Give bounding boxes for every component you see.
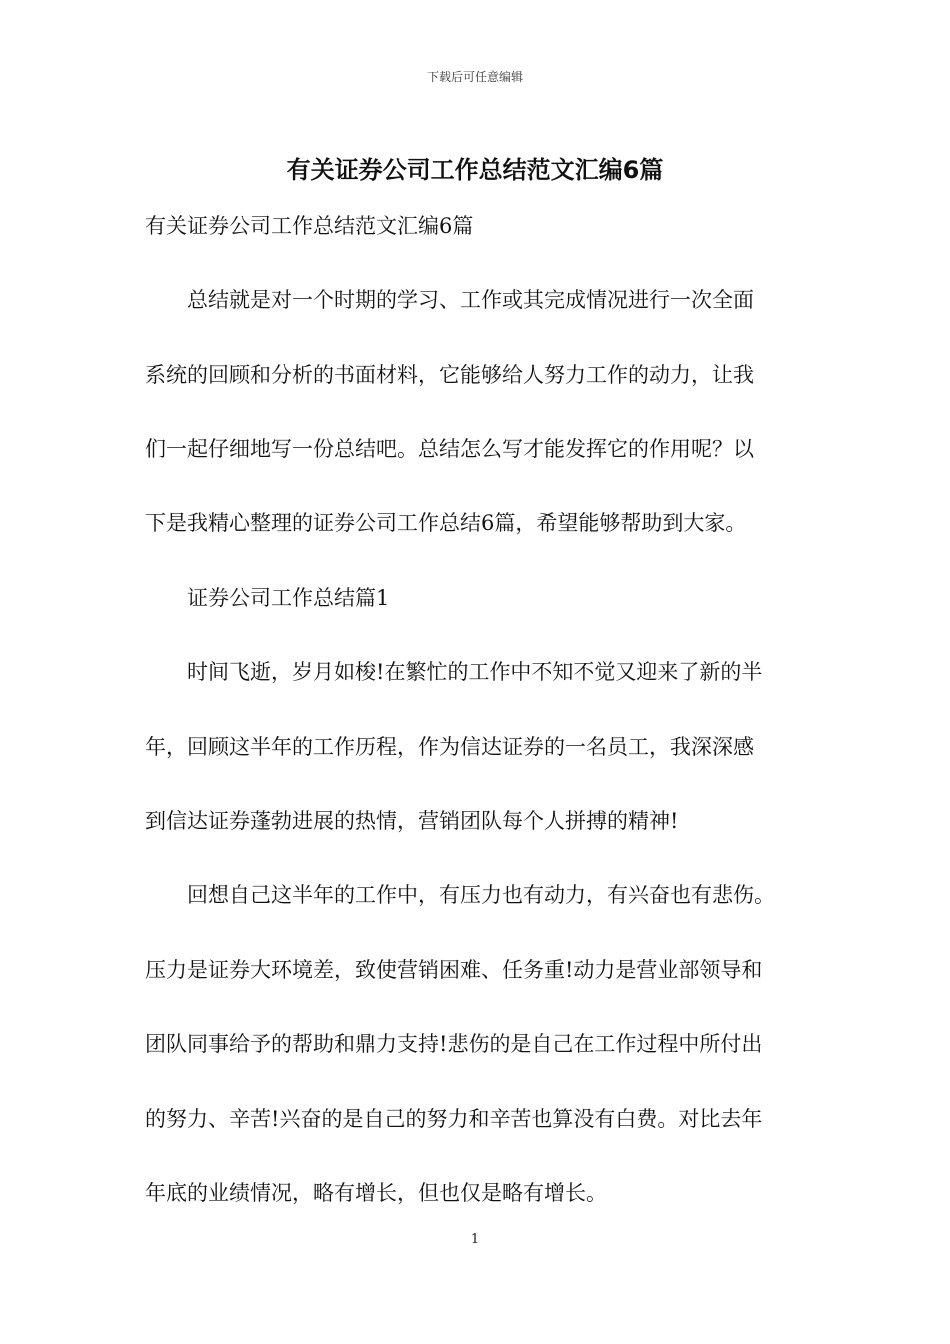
body-line: 年，回顾这半年的工作历程，作为信达证券的一名员工，我深深感 [145,735,754,759]
section-heading: 证券公司工作总结篇1 [145,586,390,610]
body-line: 总结就是对一个时期的学习、工作或其完成情况进行一次全面 [145,288,754,312]
header-note: 下载后可任意编辑 [426,70,523,84]
body-line: 回想自己这半年的工作中，有压力也有动力，有兴奋也有悲伤。 [145,883,775,907]
body-line: 时间飞逝，岁月如梭!在繁忙的工作中不知不觉又迎来了新的半 [145,660,763,684]
body-line: 们一起仔细地写一份总结吧。总结怎么写才能发挥它的作用呢？以 [145,437,754,461]
body-line: 年底的业绩情况，略有增长，但也仅是略有增长。 [145,1181,607,1205]
document-title: 有关证券公司工作总结范文汇编6篇 [286,156,664,184]
body-line: 下是我精心整理的证券公司工作总结6篇，希望能够帮助到大家。 [145,511,747,535]
body-line: 的努力、辛苦!兴奋的是自己的努力和辛苦也算没有白费。对比去年 [145,1107,763,1131]
body-line: 系统的回顾和分析的书面材料，它能够给人努力工作的动力，让我 [145,363,754,387]
subtitle-line: 有关证券公司工作总结范文汇编6篇 [145,214,474,238]
body-line: 压力是证券大环境差，致使营销困难、任务重!动力是营业部领导和 [145,958,763,982]
body-line: 到信达证券蓬勃进展的热情，营销团队每个人拼搏的精神! [145,809,679,833]
body-line: 团队同事给予的帮助和鼎力支持!悲伤的是自己在工作过程中所付出 [145,1032,763,1056]
page-number: 1 [470,1232,480,1247]
